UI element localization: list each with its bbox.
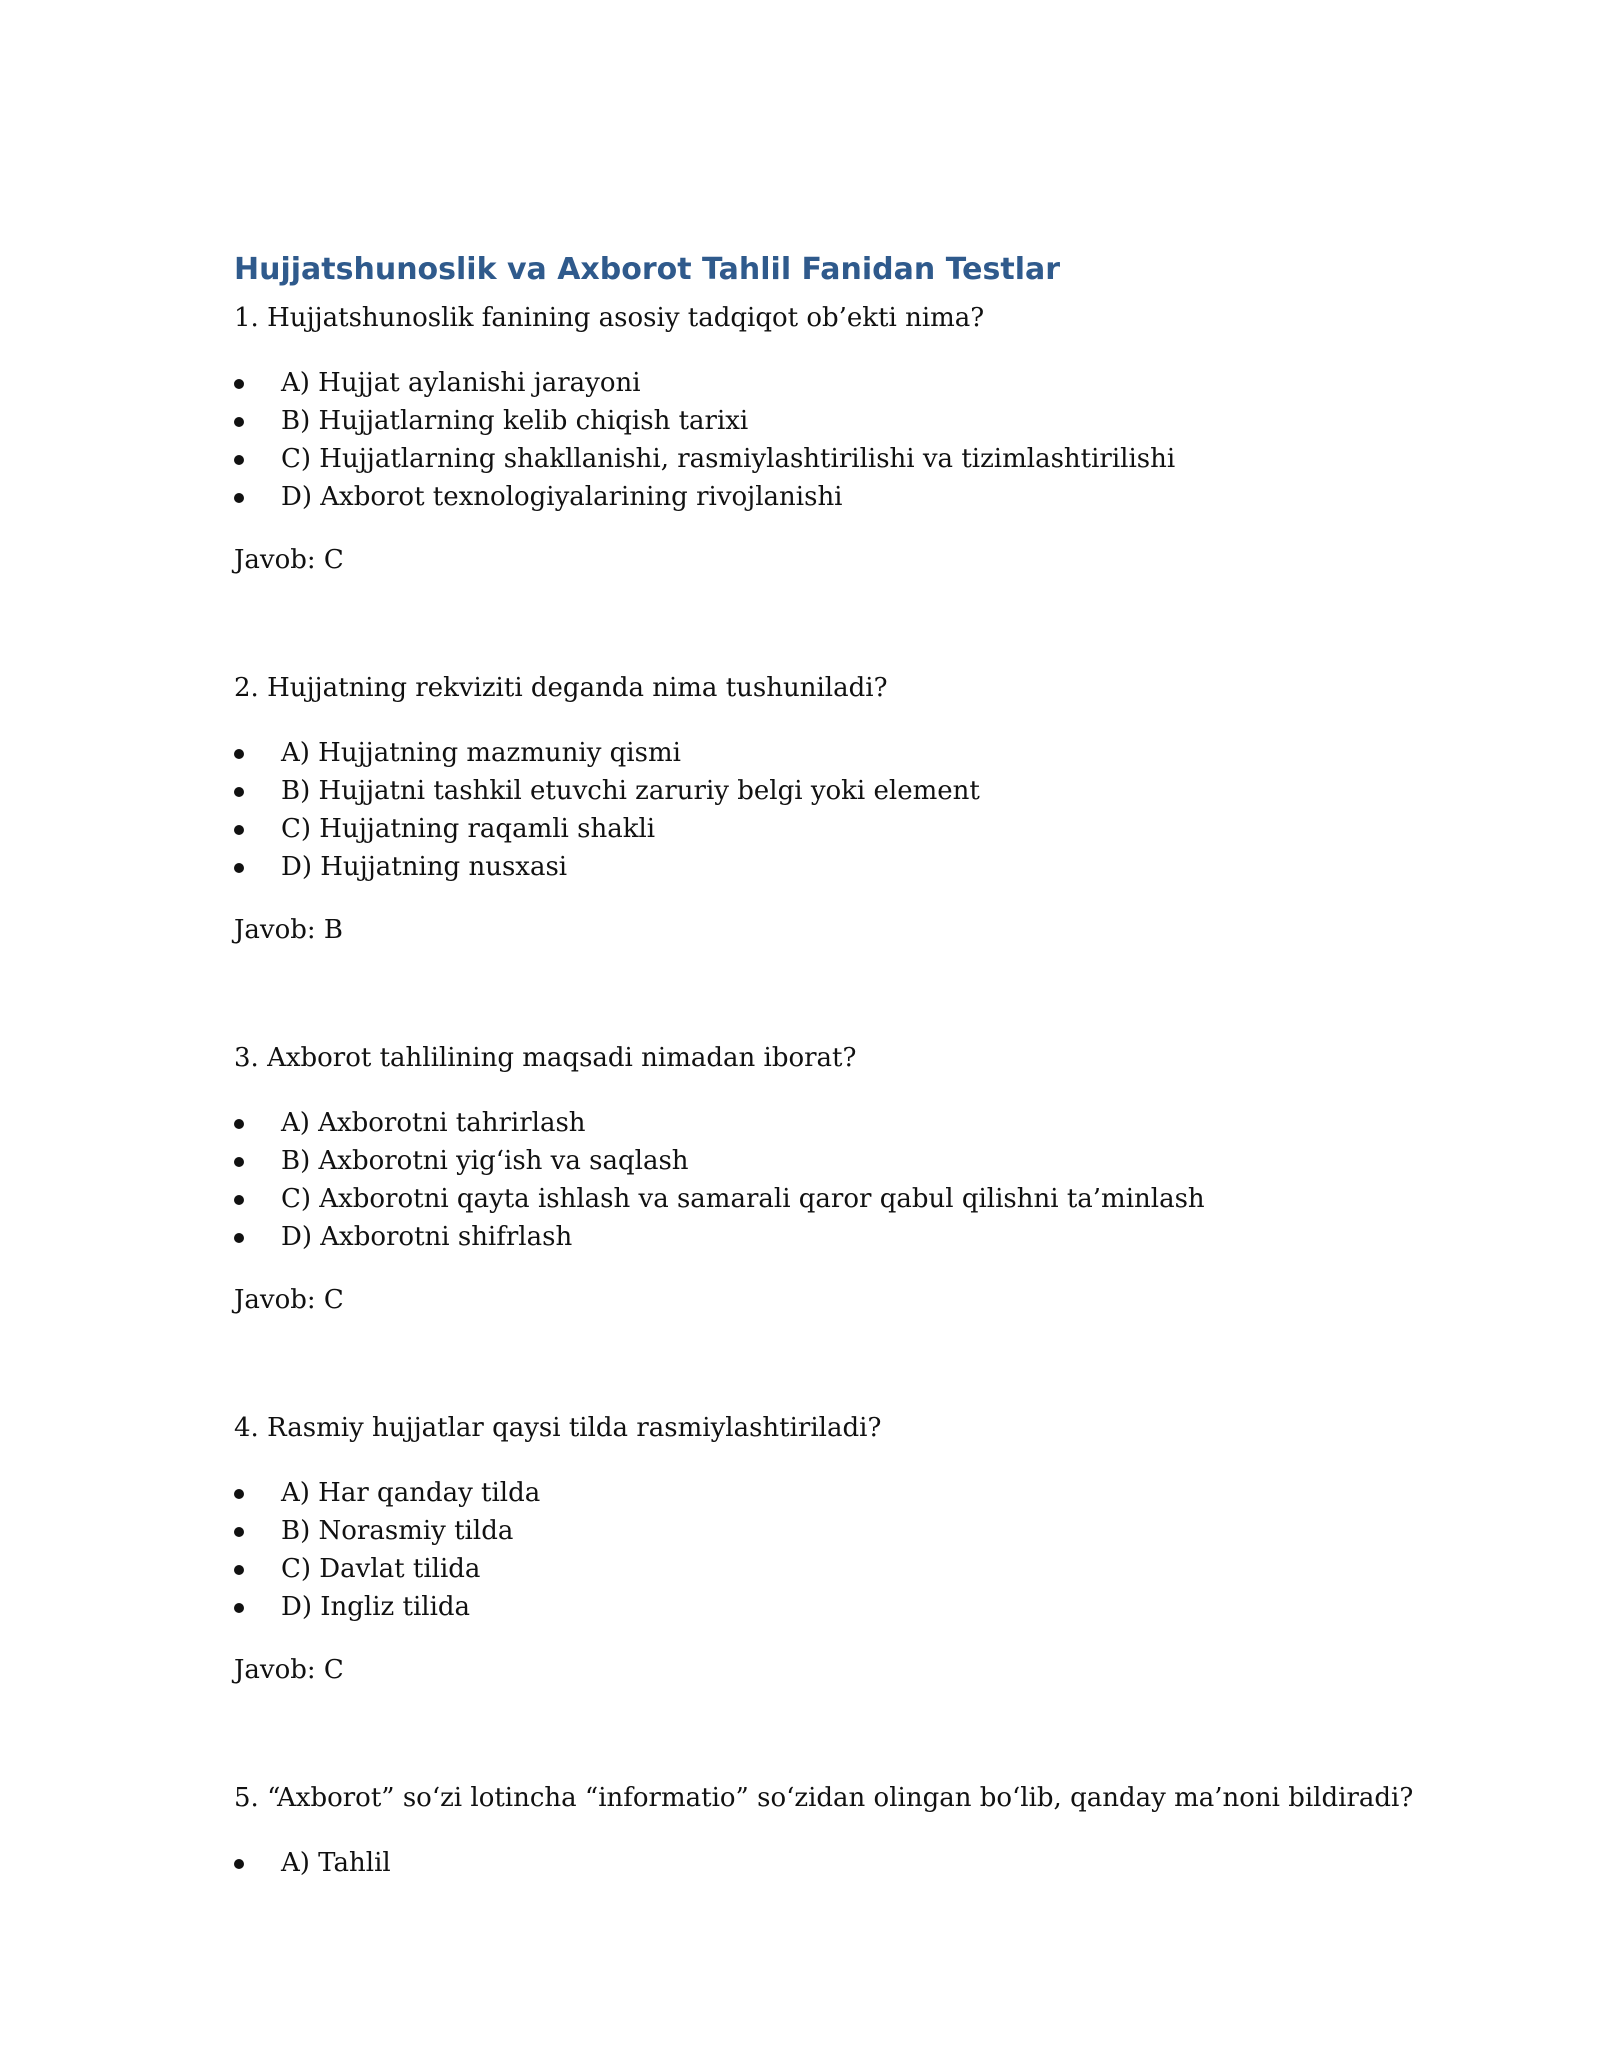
option-d [234,1588,1374,1626]
answer-text: Javob: C [234,1285,344,1315]
bullet-icon [234,1859,244,1869]
option-label: A) Har qanday tilda [281,1478,541,1508]
bullet-icon [234,1119,244,1129]
option-a [234,1844,1374,1882]
bullet-icon [234,787,244,797]
option-c [234,1180,1374,1218]
question-5 [234,1780,1414,1882]
option-label: D) Axborotni shifrlash [281,1222,573,1252]
bullet-icon [234,379,244,389]
bullet-icon [234,1195,244,1205]
option-label: C) Axborotni qayta ishlash va samarali qaror qabul qilishni ta’minlash [281,1184,1205,1214]
question-text: 4. Rasmiy hujjatlar qaysi tilda rasmiylashtiriladi? [234,1413,882,1443]
question-text: 5. “Axborot” so‘zi lotincha “informatio” so‘zidan olingan bo‘lib, qanday ma’noni bildiradi? [234,1783,1414,1813]
option-label: C) Hujjatning raqamli shakli [281,814,656,844]
bullet-icon [234,825,244,835]
options-list [234,1104,1374,1256]
option-d [234,478,1374,516]
options-list [234,734,1374,886]
option-c [234,440,1374,478]
option-label: B) Hujjatlarning kelib chiqish tarixi [281,406,749,436]
option-d [234,1218,1374,1256]
option-b [234,772,1374,810]
option-c [234,810,1374,848]
option-label: A) Axborotni tahrirlash [281,1108,586,1138]
answer-text: Javob: B [234,915,344,945]
question-3 [234,1040,1374,1318]
option-label: A) Hujjatning mazmuniy qismi [281,738,681,768]
bullet-icon [234,417,244,427]
options-list [234,1474,1374,1626]
bullet-icon [234,1233,244,1243]
option-label: B) Norasmiy tilda [281,1516,514,1546]
option-a [234,1474,1374,1512]
bullet-icon [234,1565,244,1575]
question-text: 3. Axborot tahlilining maqsadi nimadan iborat? [234,1043,857,1073]
question-4 [234,1410,1374,1688]
bullet-icon [234,1157,244,1167]
option-label: A) Tahlil [281,1848,391,1878]
option-label: B) Hujjatni tashkil etuvchi zaruriy belgi yoki element [281,776,980,806]
bullet-icon [234,493,244,503]
question-text: 2. Hujjatning rekviziti deganda nima tushuniladi? [234,673,888,703]
option-a [234,734,1374,772]
bullet-icon [234,863,244,873]
option-b [234,1512,1374,1550]
option-label: C) Hujjatlarning shakllanishi, rasmiylashtirilishi va tizimlashtirilishi [281,444,1176,474]
bullet-icon [234,749,244,759]
bullet-icon [234,1603,244,1613]
option-label: D) Ingliz tilida [281,1592,471,1622]
option-b [234,402,1374,440]
option-a [234,1104,1374,1142]
options-list [234,364,1374,516]
option-label: D) Axborot texnologiyalarining rivojlanishi [281,482,843,512]
option-label: C) Davlat tilida [281,1554,481,1584]
option-a [234,364,1374,402]
options-list [234,1844,1374,1882]
option-label: B) Axborotni yig‘ish va saqlash [281,1146,689,1176]
option-b [234,1142,1374,1180]
option-label: D) Hujjatning nusxasi [281,852,568,882]
bullet-icon [234,1527,244,1537]
question-2 [234,670,1374,948]
option-d [234,848,1374,886]
answer-text: Javob: C [234,545,344,575]
option-c [234,1550,1374,1588]
bullet-icon [234,1489,244,1499]
question-text: 1. Hujjatshunoslik fanining asosiy tadqiqot ob’ekti nima? [234,303,985,333]
document-title: Hujjatshunoslik va Axborot Tahlil Fanidan Testlar [234,252,1061,287]
bullet-icon [234,455,244,465]
question-1 [234,300,1374,578]
option-label: A) Hujjat aylanishi jarayoni [281,368,641,398]
answer-text: Javob: C [234,1655,344,1685]
